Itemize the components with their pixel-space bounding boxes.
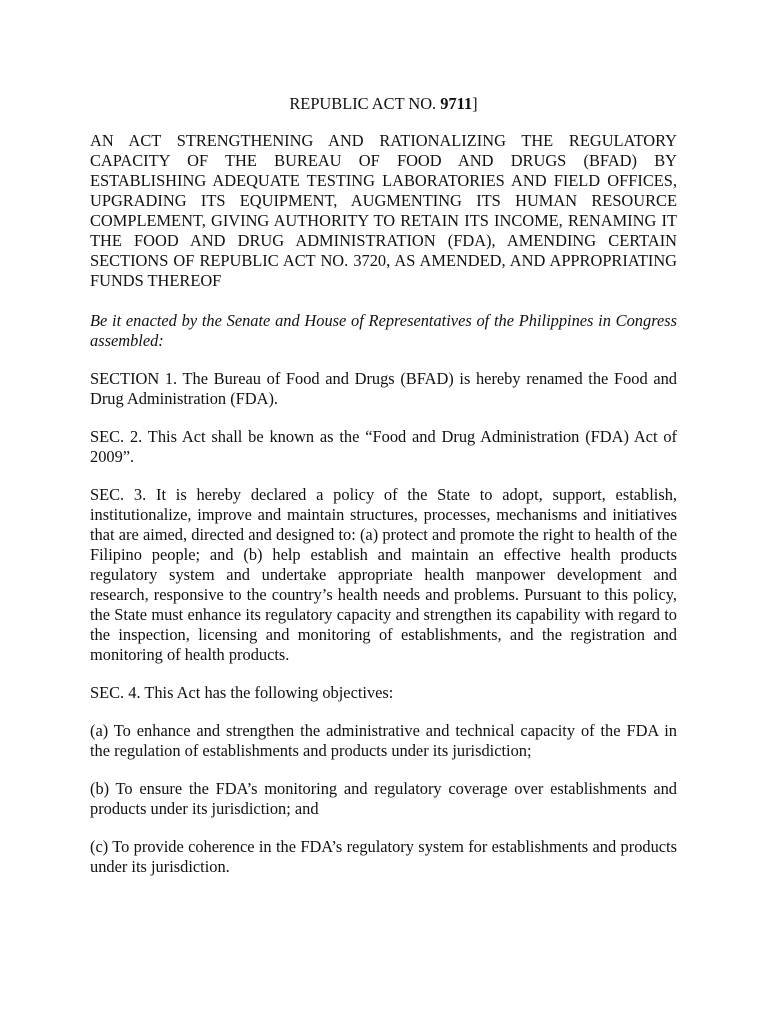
enacting-clause: Be it enacted by the Senate and House of Representatives of the Philippines in Congress assembled: [90,311,677,350]
objective-a: (a) To enhance and strengthen the administrative and technical capacity of the FDA in the regulation of establishments and products under its jurisdiction; [90,721,677,760]
act-number: 9711 [440,94,473,113]
section-4: SEC. 4. This Act has the following objectives: [90,683,394,702]
act-long-title: AN ACT STRENGTHENING AND RATIONALIZING THE REGULATORY CAPACITY OF THE BUREAU OF FOOD AND DRUGS (BFAD) BY ESTABLISHING ADEQUATE TESTING LABORATORIES AND FIELD OFFICES, UPGRADING ITS EQUIPMENT, AUGMENTING ITS HUMAN RESOURCE COMPLEMENT, GIVING AUTHORITY TO RETAIN ITS INCOME, RENAMING IT THE FOOD AND DRUG ADMINISTRATION (FDA), AMENDING CERTAIN SECTIONS OF REPUBLIC ACT NO. 3720, AS AMENDED, AND APPROPRIATING FUNDS THEREOF [90,131,677,290]
section-1: SECTION 1. The Bureau of Food and Drugs (BFAD) is hereby renamed the Food and Drug Administration (FDA). [90,369,677,408]
act-title-prefix: REPUBLIC ACT NO. [289,94,441,113]
section-2: SEC. 2. This Act shall be known as the “Food and Drug Administration (FDA) Act of 2009”. [90,427,677,466]
act-title [90,94,677,114]
document-body [90,94,677,895]
objective-b: (b) To ensure the FDA’s monitoring and regulatory coverage over establishments and products under its jurisdiction; and [90,779,677,818]
act-title-suffix: ] [472,94,478,113]
section-3: SEC. 3. It is hereby declared a policy of the State to adopt, support, establish, institutionalize, improve and maintain structures, processes, mechanisms and initiatives that are aimed, directed and designed to: (a) protect and promote the right to health of the Filipino people; and (b) help establish and maintain an effective health products regulatory system and undertake appropriate health manpower development and research, responsive to the country’s health needs and problems. Pursuant to this policy, the State must enhance its regulatory capacity and strengthen its capability with regard to the inspection, licensing and monitoring of establishments, and the registration and monitoring of health products. [90,485,677,664]
objective-c: (c) To provide coherence in the FDA’s regulatory system for establishments and products under its jurisdiction. [90,837,677,876]
